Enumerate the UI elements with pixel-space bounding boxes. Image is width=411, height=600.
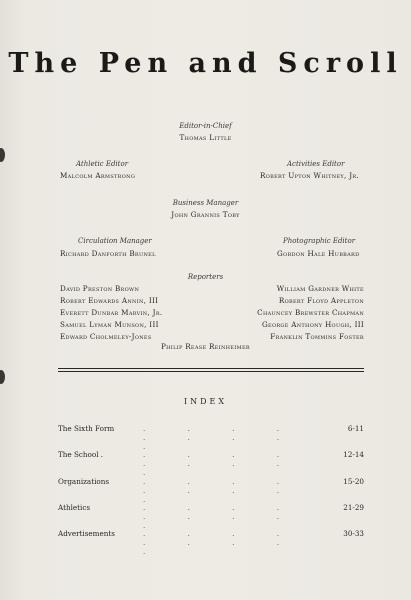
index-entry-label: The School . <box>58 450 104 459</box>
index-leader-dots: . . . . . . . . . <box>143 529 299 556</box>
divider-rule <box>58 368 364 369</box>
photographic-editor-name: Gordon Hale Hubbard <box>277 249 360 258</box>
reporter-name: Chauncey Brewster Chapman <box>257 308 364 317</box>
index-entry-pages: 6-11 <box>347 424 364 433</box>
index-leader-dots: . . . . . . . . . <box>143 477 299 504</box>
circulation-manager-role: Circulation Manager <box>78 237 152 245</box>
index-entry-pages: 30-33 <box>343 529 364 538</box>
index-entry-pages: 21-29 <box>343 503 364 512</box>
binder-hole <box>0 148 5 162</box>
reporter-name: Robert Floyd Appleton <box>278 296 364 305</box>
reporter-name: Everett Dunbar Marvin, Jr. <box>60 308 163 317</box>
masthead-title: The Pen and Scroll <box>8 48 403 79</box>
index-leader-dots: . . . . . . . . . <box>143 503 299 530</box>
index-heading: INDEX <box>183 397 228 406</box>
photographic-editor-role: Photographic Editor <box>283 237 356 245</box>
editor-in-chief-role: Editor-in-Chief <box>179 122 232 130</box>
index-entry-label: Advertisements <box>58 529 115 538</box>
athletic-editor-name: Malcolm Armstrong <box>60 171 136 180</box>
reporter-name: Edward Cholmeley-Jones <box>60 332 152 341</box>
reporter-name: David Preston Brown <box>60 284 140 293</box>
reporter-name-center: Philip Rease Reinheimer <box>161 342 250 351</box>
athletic-editor-role: Athletic Editor <box>76 160 129 168</box>
activities-editor-role: Activities Editor <box>287 160 345 168</box>
index-leader-dots: . . . . . . . . . <box>143 424 299 451</box>
activities-editor-name: Robert Upton Whitney, Jr. <box>260 171 360 180</box>
index-entry-label: Athletics <box>58 503 91 512</box>
divider-rule <box>58 371 364 372</box>
index-entry-pages: 15-20 <box>343 477 364 486</box>
index-leader-dots: . . . . . . . . . <box>143 450 299 477</box>
editor-in-chief-name: Thomas Little <box>179 133 232 142</box>
reporter-name: Franklin Tommins Foster <box>270 332 364 341</box>
index-entry-pages: 12-14 <box>343 450 364 459</box>
reporter-name: William Gardner White <box>276 284 364 293</box>
reporter-name: Samuel Lyman Munson, III <box>60 320 159 329</box>
business-manager-name: John Grannis Toby <box>171 210 240 219</box>
binder-hole <box>0 370 5 384</box>
reporters-heading: Reporters <box>187 273 224 281</box>
index-entry-label: The Sixth Form <box>58 424 115 433</box>
reporter-name: Robert Edwards Annin, III <box>60 296 159 305</box>
index-entry-label: Organizations <box>58 477 110 486</box>
circulation-manager-name: Richard Danforth Brunel <box>60 249 156 258</box>
business-manager-role: Business Manager <box>172 199 239 207</box>
reporter-name: George Anthony Hough, III <box>261 320 364 329</box>
